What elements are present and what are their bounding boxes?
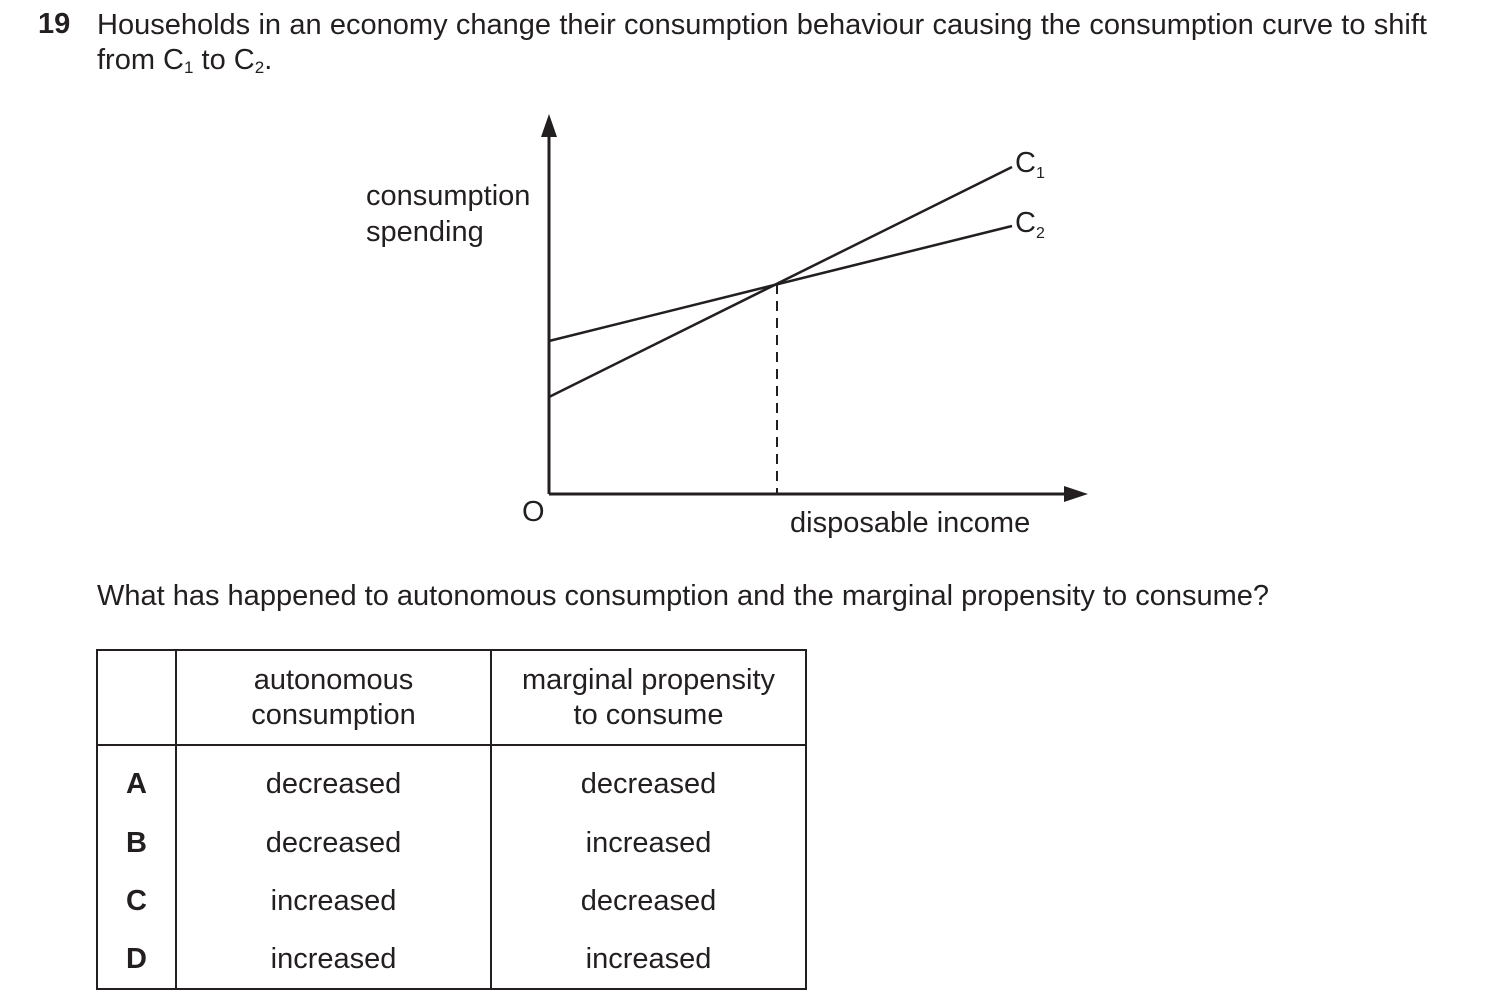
option-autonomous-value: decreased	[176, 814, 491, 872]
option-key: D	[97, 930, 176, 989]
header-autonomous-consumption	[176, 650, 491, 745]
stem-text-2: to C	[193, 44, 255, 76]
table-header-row	[97, 650, 806, 745]
option-mpc-value: increased	[491, 930, 806, 989]
question-prompt: What has happened to autonomous consumption and the marginal propensity to consume?	[97, 580, 1270, 612]
stem-text-3: .	[264, 44, 273, 76]
curve-c1-subscript: 1	[1035, 165, 1045, 182]
header-marginal-propensity	[491, 650, 806, 745]
header-empty-cell	[97, 650, 176, 745]
y-axis-arrowhead	[541, 114, 557, 137]
option-autonomous-value: decreased	[176, 745, 491, 814]
curve-c1	[549, 167, 1012, 397]
header-col2-line1: marginal propensity	[521, 663, 776, 696]
x-axis-arrowhead	[1064, 486, 1088, 502]
curve-c2-subscript: 2	[1035, 225, 1045, 242]
option-key: A	[97, 745, 176, 814]
option-mpc-value: decreased	[491, 872, 806, 930]
question-number: 19	[38, 8, 71, 40]
option-mpc-value: increased	[491, 814, 806, 872]
option-row-c[interactable]	[97, 872, 806, 930]
y-axis-label-line1: consumption	[366, 180, 531, 212]
header-col1-line1: autonomous	[253, 663, 414, 696]
option-autonomous-value: increased	[176, 872, 491, 930]
curve-c2-letter: C	[1015, 207, 1036, 239]
stem-text-1: Households in an economy change their consumption behaviour causing the consumption curve to shift from C	[97, 9, 1427, 76]
y-axis-label-line2: spending	[366, 216, 484, 248]
curve-c2-label	[1015, 207, 1045, 242]
stem-subscript-1: 1	[184, 58, 194, 77]
option-row-b[interactable]	[97, 814, 806, 872]
curve-c1-label	[1015, 147, 1045, 182]
curve-c1-letter: C	[1015, 147, 1036, 179]
option-key: B	[97, 814, 176, 872]
stem-subscript-2: 2	[254, 58, 265, 77]
option-mpc-value: decreased	[491, 745, 806, 814]
option-row-d[interactable]	[97, 930, 806, 989]
option-key: C	[97, 872, 176, 930]
x-axis-label: disposable income	[790, 507, 1031, 539]
option-autonomous-value: increased	[176, 930, 491, 989]
answer-options-table	[96, 649, 807, 990]
option-row-a[interactable]	[97, 745, 806, 814]
header-col2-line2: to consume	[573, 698, 724, 731]
curve-c2	[549, 226, 1012, 341]
header-col1-line2: consumption	[251, 698, 416, 731]
origin-label: O	[522, 496, 545, 528]
